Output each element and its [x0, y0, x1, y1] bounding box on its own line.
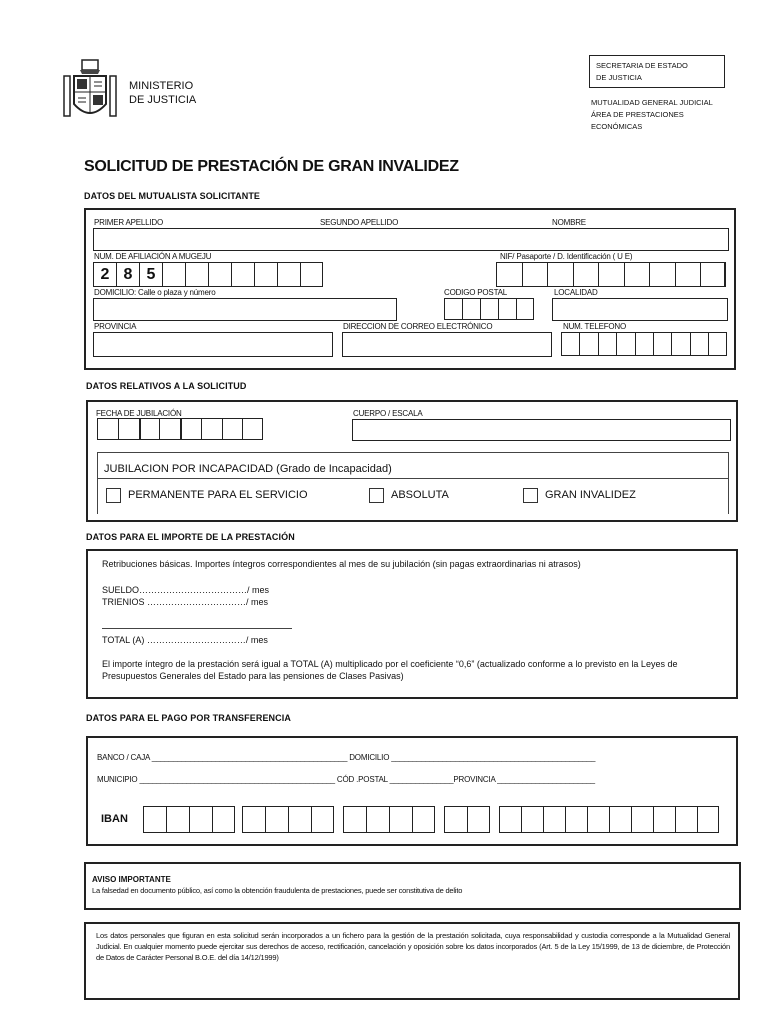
mutualidad-block	[591, 97, 713, 133]
telefono-cell[interactable]	[561, 332, 579, 356]
fecha-cell[interactable]	[159, 418, 180, 440]
telefono-label: NUM. TELEFONO	[563, 322, 627, 331]
incapacidad-group	[97, 452, 729, 514]
fecha-cell[interactable]	[139, 418, 160, 440]
iban-cell[interactable]	[444, 806, 467, 833]
solicitud-heading: DATOS RELATIVOS A LA SOLICITUD	[86, 381, 247, 391]
iban-cell[interactable]	[311, 806, 334, 833]
iban-group-5[interactable]	[499, 806, 719, 833]
page-title: SOLICITUD DE PRESTACIÓN DE GRAN INVALIDEZ	[84, 158, 459, 175]
banco-line[interactable]: BANCO / CAJA ______________________________________________ DOMICILIO ________________________________________________	[97, 753, 596, 762]
cp-cell[interactable]	[444, 298, 462, 320]
iban-group-2[interactable]	[242, 806, 334, 833]
municipio-line[interactable]: MUNICIPIO ______________________________________________ CÓD .POSTAL _______________PROVINCIA _______________________	[97, 775, 595, 784]
afiliacion-digit[interactable]	[300, 262, 323, 287]
afiliacion-digit[interactable]: 8	[116, 262, 139, 287]
fecha-cell[interactable]	[201, 418, 222, 440]
nif-cell[interactable]	[573, 262, 599, 287]
localidad-field[interactable]	[552, 298, 728, 321]
nif-cell[interactable]	[700, 262, 726, 287]
afiliacion-digit[interactable]	[162, 262, 185, 287]
afiliacion-digit[interactable]	[208, 262, 231, 287]
coat-of-arms-logo	[58, 58, 122, 124]
segundo-apellido-label: SEGUNDO APELLIDO	[320, 218, 399, 227]
gran-invalidez-label: GRAN INVALIDEZ	[545, 489, 636, 501]
cuerpo-escala-field[interactable]	[352, 419, 731, 441]
ministry-line1: MINISTERIO	[129, 80, 194, 92]
afiliacion-digit[interactable]	[231, 262, 254, 287]
fecha-cell[interactable]	[180, 418, 201, 440]
telefono-cell[interactable]	[579, 332, 597, 356]
domicilio-label: DOMICILIO: Calle o plaza y número	[94, 288, 216, 297]
iban-group-1[interactable]	[143, 806, 235, 833]
gran-invalidez-checkbox[interactable]	[523, 488, 538, 503]
iban-cell[interactable]	[366, 806, 389, 833]
incapacidad-label: JUBILACION POR INCAPACIDAD (Grado de Incapacidad)	[104, 463, 392, 475]
permanente-checkbox[interactable]	[106, 488, 121, 503]
afiliacion-digit[interactable]	[277, 262, 300, 287]
pago-heading: DATOS PARA EL PAGO POR TRANSFERENCIA	[86, 713, 291, 723]
primer-apellido-label: PRIMER APELLIDO	[94, 218, 164, 227]
localidad-label: LOCALIDAD	[554, 288, 598, 297]
iban-cell[interactable]	[565, 806, 587, 833]
importe-heading: DATOS PARA EL IMPORTE DE LA PRESTACIÓN	[86, 532, 295, 542]
afiliacion-digit[interactable]	[254, 262, 277, 287]
iban-cell[interactable]	[265, 806, 288, 833]
nif-cells[interactable]	[496, 262, 726, 287]
afiliacion-digit[interactable]	[185, 262, 208, 287]
iban-cell[interactable]	[521, 806, 543, 833]
absoluta-label: ABSOLUTA	[391, 489, 449, 501]
iban-cell[interactable]	[143, 806, 166, 833]
nif-cell[interactable]	[522, 262, 548, 287]
fecha-jubilacion-cells[interactable]	[97, 418, 263, 440]
apellidos-nombre-field[interactable]	[93, 228, 729, 251]
iban-cell[interactable]	[189, 806, 212, 833]
num-afiliacion-cells[interactable]	[93, 262, 323, 287]
mutualidad-line3: ECONÓMICAS	[591, 122, 643, 131]
total-separator	[102, 628, 292, 629]
iban-cell[interactable]	[343, 806, 366, 833]
nif-cell[interactable]	[675, 262, 701, 287]
iban-cell[interactable]	[242, 806, 265, 833]
importe-nota: El importe íntegro de la prestación será igual a TOTAL (A) multiplicado por el coeficiente “0,6” (actualizado conforme a lo previsto en la Leyes de Presupuestos Generales del Estado para las pensiones de Clases Pasivas)	[102, 659, 678, 681]
nif-cell[interactable]	[649, 262, 675, 287]
iban-cell[interactable]	[587, 806, 609, 833]
nif-cell[interactable]	[547, 262, 573, 287]
telefono-cell[interactable]	[653, 332, 671, 356]
ministry-name	[129, 79, 196, 107]
codigo-postal-cells[interactable]	[444, 298, 534, 320]
correo-label: DIRECCION DE CORREO ELECTRÓNICO	[343, 322, 493, 331]
cuerpo-escala-label: CUERPO / ESCALA	[353, 409, 423, 418]
iban-cell[interactable]	[631, 806, 653, 833]
provincia-field[interactable]	[93, 332, 333, 357]
nif-cell[interactable]	[496, 262, 522, 287]
afiliacion-digit[interactable]: 5	[139, 262, 162, 287]
cp-cell[interactable]	[516, 298, 534, 320]
mutualidad-line1: MUTUALIDAD GENERAL JUDICIAL	[591, 98, 713, 107]
absoluta-checkbox[interactable]	[369, 488, 384, 503]
permanente-label: PERMANENTE PARA EL SERVICIO	[128, 489, 308, 501]
iban-cell[interactable]	[653, 806, 675, 833]
fecha-cell[interactable]	[118, 418, 139, 440]
num-afiliacion-label: NUM. DE AFILIACIÓN A MUGEJU	[94, 252, 212, 261]
nif-label: NIF/ Pasaporte / D. Identificación ( U E)	[500, 252, 633, 261]
iban-cell[interactable]	[288, 806, 311, 833]
sueldo-line: SUELDO………………………………/ mes	[102, 585, 270, 595]
nombre-label: NOMBRE	[552, 218, 586, 227]
iban-cell[interactable]	[609, 806, 631, 833]
secretaria-line1: SECRETARIA DE ESTADO	[596, 61, 688, 70]
secretaria-box	[589, 55, 725, 88]
iban-cell[interactable]	[543, 806, 565, 833]
iban-cell[interactable]	[412, 806, 435, 833]
iban-cell[interactable]	[166, 806, 189, 833]
iban-label: IBAN	[101, 813, 128, 825]
nif-cell[interactable]	[598, 262, 624, 287]
afiliacion-digit[interactable]: 2	[93, 262, 116, 287]
cp-cell[interactable]	[462, 298, 480, 320]
nif-cell[interactable]	[624, 262, 650, 287]
telefono-cell[interactable]	[708, 332, 727, 356]
telefono-cell[interactable]	[598, 332, 616, 356]
fecha-cell[interactable]	[97, 418, 118, 440]
iban-group-3[interactable]	[343, 806, 435, 833]
solicitante-heading: DATOS DEL MUTUALISTA SOLICITANTE	[84, 191, 261, 201]
iban-cell[interactable]	[467, 806, 490, 833]
incapacidad-divider	[97, 478, 729, 479]
secretaria-line2: DE JUSTICIA	[596, 73, 642, 82]
domicilio-field[interactable]	[93, 298, 397, 321]
ministry-line2: DE JUSTICIA	[129, 94, 197, 106]
telefono-cell[interactable]	[671, 332, 689, 356]
iban-cell[interactable]	[212, 806, 235, 833]
aviso-title: AVISO IMPORTANTE	[92, 875, 171, 884]
proteccion-datos-text: Los datos personales que figuran en esta solicitud serán incorporados a un fichero para la gestión de la prestación solicitada, cuya responsabilidad y custodia corresponde a la Mutualidad General Judicial. En cualquier momento puede ejercitar sus derechos de acceso, rectificación, cancelación y oposición sobre los datos incorporados (Art. 5 de la Ley 15/1999, de 13 de diciembre, de Protección de Datos de Carácter Personal B.O.E. del día 14/12/1999)	[96, 931, 730, 962]
iban-cell[interactable]	[389, 806, 412, 833]
correo-field[interactable]	[342, 332, 552, 357]
mutualidad-line2: ÁREA DE PRESTACIONES	[591, 110, 684, 119]
fecha-jubilacion-label: FECHA DE JUBILACIÓN	[96, 409, 182, 418]
provincia-label: PROVINCIA	[94, 322, 137, 331]
fecha-cell[interactable]	[242, 418, 263, 440]
cp-cell[interactable]	[498, 298, 516, 320]
codigo-postal-label: CODIGO POSTAL	[444, 288, 508, 297]
trienios-line: TRIENIOS ……………………………/ mes	[102, 597, 269, 607]
iban-cell[interactable]	[675, 806, 697, 833]
iban-group-4[interactable]	[444, 806, 490, 833]
telefono-cell[interactable]	[616, 332, 634, 356]
aviso-text: La falsedad en documento público, así como la obtención fraudulenta de prestaciones, puede ser constitutiva de delito	[92, 886, 463, 895]
fecha-cell[interactable]	[222, 418, 243, 440]
cp-cell[interactable]	[480, 298, 498, 320]
telefono-cell[interactable]	[690, 332, 708, 356]
telefono-cell[interactable]	[635, 332, 653, 356]
importe-intro: Retribuciones básicas. Importes íntegros correspondientes al mes de su jubilación (sin pagas extraordinarias ni atrasos)	[102, 559, 581, 569]
iban-cell[interactable]	[499, 806, 521, 833]
total-line: TOTAL (A) ……………………………/ mes	[102, 635, 268, 645]
iban-cell[interactable]	[697, 806, 719, 833]
telefono-cells[interactable]	[561, 332, 727, 356]
